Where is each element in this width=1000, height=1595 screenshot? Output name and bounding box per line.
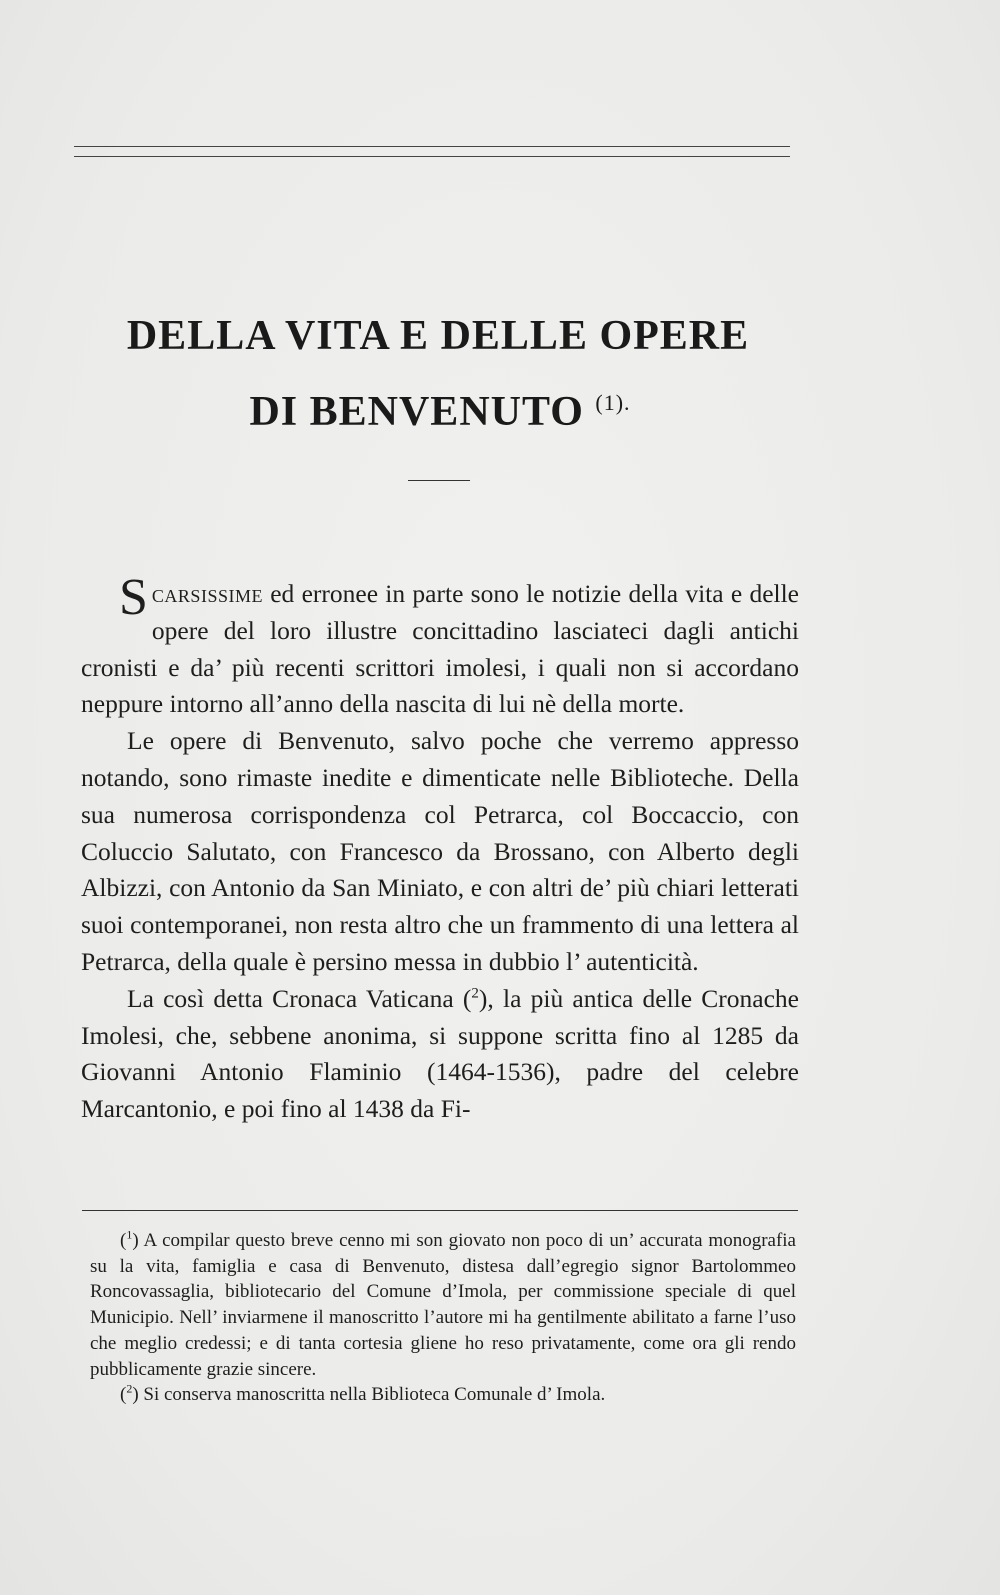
- paragraph-lead-word: carsissime: [151, 579, 263, 608]
- header-rule-line: [74, 146, 790, 147]
- paragraph-1-text: ed erronee in parte sono le notizie della vita e delle opere del loro illustre concittadino lasciateci dagli antichi cronisti e da’ più recenti scrittori imolesi, i quali non si accordano neppure intorno all’anno della nascita di lui nè della morte.: [81, 579, 799, 719]
- title-separator-rule: [408, 480, 470, 481]
- drop-cap: S: [119, 569, 148, 626]
- footnote-1: ($^1$) A compilar questo breve cenno mi son giovato non poco di un’ accurata monografia su la vita, famiglia e casa di Benvenuto, distesa dall’egregio signor Bartolommeo Roncovassaglia, bibliotecario del Comune d’Imola, per commissione speciale di quel Municipio. Nell’ inviarmene il manoscritto l’autore mi ha gentilmente abilitato a farne l’uso che meglio credessi; e di tanta cortesia gliene ho reso privatamente, come ora gli rendo pubblicamente grazie sincere.: [90, 1227, 796, 1380]
- chapter-title-line-2: [200, 388, 680, 436]
- chapter-title-line-1: DELLA VITA E DELLE OPERE: [126, 313, 750, 359]
- paragraph-2: Le opere di Benvenuto, salvo poche che verremo appresso notando, sono rimaste inedite e dimenticate nelle Biblioteche. Della sua numerosa corrispondenza col Petrarca, col Boccaccio, con Coluccio Salutato, con Francesco da Brossano, con Alberto degli Albizzi, con Antonio da San Miniato, e con altri de’ più chiari letterati suoi contemporanei, non resta altro che un frammento di una lettera al Petrarca, della quale è persino messa in dubbio l’ autenticità.: [81, 726, 799, 976]
- footnote-separator-rule: [82, 1210, 798, 1211]
- footnote-2: ($^2$) Si conserva manoscritta nella Biblioteca Comunale d’ Imola.: [120, 1381, 606, 1406]
- paragraph-3-text-a: La così detta Cronaca Vaticana: [127, 983, 463, 1013]
- footnote-2-marker: 2: [126, 1381, 133, 1396]
- paragraph-3: La così detta Cronaca Vaticana ($^2$), la più antica delle Cronache Imolesi, che, sebbene anonima, si suppone scritta fino al 1285 da Giovanni Antonio Flaminio (1464-1536), padre del celebre Marcantonio, e poi fino al 1438 da Fi-: [81, 983, 799, 1124]
- footnote-1-marker: 1: [126, 1227, 133, 1242]
- footnote-ref-1: (1).: [595, 390, 631, 415]
- header-double-rule: [74, 146, 790, 162]
- footnote-1-text: A compilar questo breve cenno mi son giovato non poco di un’ accurata monografia su la vita, famiglia e casa di Benvenuto, distesa dall’egregio signor Bartolommeo Roncovassaglia, bibliotecario del Comune d’Imola, per commissione speciale di quel Municipio. Nell’ inviarmene il manoscritto l’autore mi ha gentilmente abilitato a farne l’uso che meglio credessi; e di tanta cortesia gliene ho reso privatamente, come ora gli rendo pubblicamente grazie sincere.: [90, 1230, 796, 1380]
- paragraph-1: [81, 569, 799, 723]
- header-rule-line: [74, 156, 790, 157]
- footnotes: [90, 1228, 796, 1408]
- footnote-ref-2: 2: [471, 985, 479, 1002]
- paragraph-3-text-b: , la più antica delle Cronache Imolesi, che, sebbene anonima, si suppone scritta fino al 1285 da Giovanni Antonio Flaminio (1464-1536), padre del celebre Marcantonio, e poi fino al 1438 da Fi-: [81, 983, 799, 1124]
- footnote-2-text: Si conserva manoscritta nella Biblioteca Comunale d’ Imola.: [138, 1384, 606, 1406]
- chapter-title-text: DI BENVENUTO: [249, 389, 584, 435]
- body-text: [81, 569, 799, 1128]
